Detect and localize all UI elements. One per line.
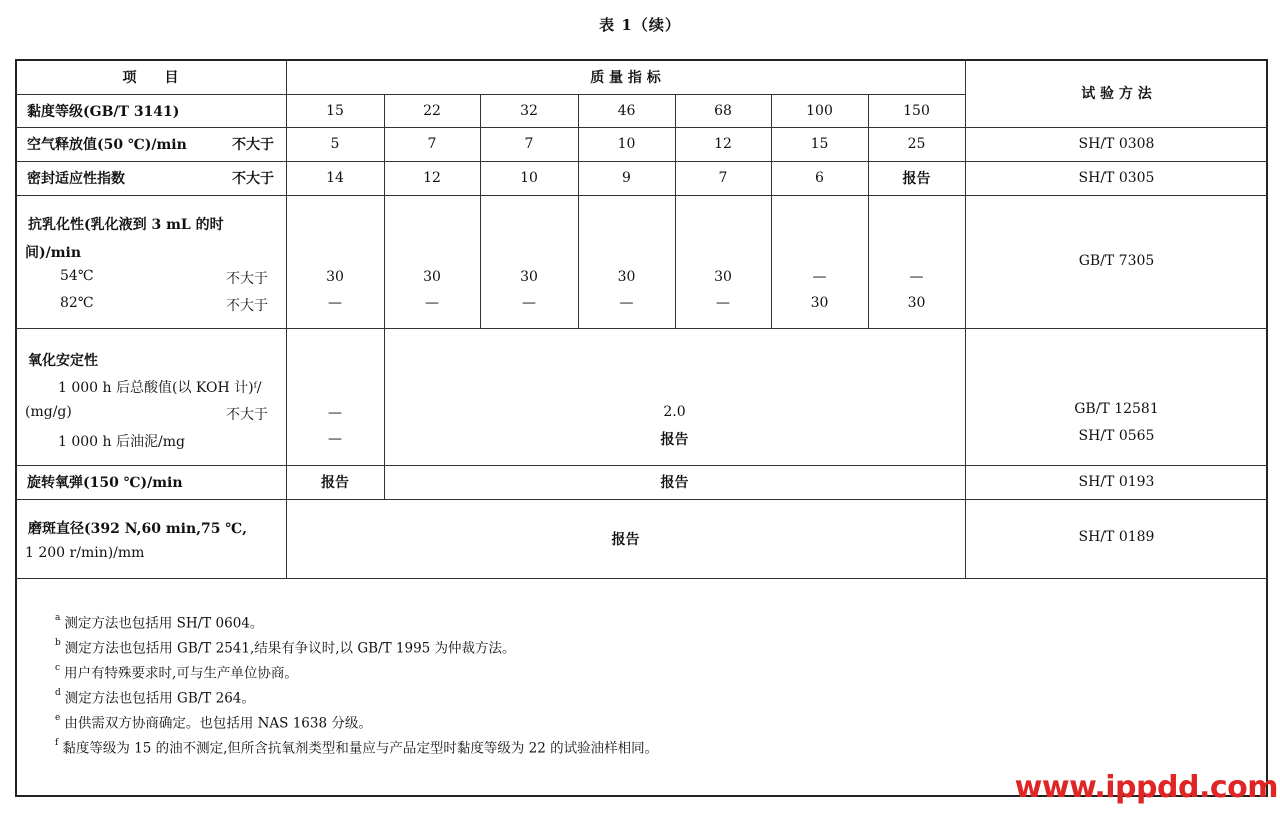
demulsibility-54c-label: 54℃	[60, 268, 94, 284]
air-release-value: 25	[907, 136, 926, 152]
oxidation-acid-first: —	[328, 405, 342, 421]
seal-value: 14	[326, 170, 344, 186]
seal-value: 9	[622, 170, 631, 186]
viscosity-label: 黏度等级(GB/T 3141)	[27, 103, 180, 120]
divider	[15, 195, 1268, 196]
footnotes	[55, 608, 658, 758]
air-release-text: 空气释放值(50 ℃)/min	[27, 137, 187, 153]
demulsibility-82c-value: —	[619, 295, 634, 311]
divider	[15, 578, 1268, 579]
oxidation-sludge-first: —	[328, 431, 342, 447]
limit-text: 不大于	[226, 407, 268, 423]
demulsibility-82c-label: 82℃	[60, 295, 94, 311]
seal-method: SH/T 0305	[1078, 170, 1155, 186]
footnote-f	[55, 733, 658, 758]
rbot-method: SH/T 0193	[1078, 474, 1155, 490]
demulsibility-82c-value: —	[716, 295, 730, 311]
seal-text: 密封适应性指数	[27, 171, 125, 187]
seal-value: 报告	[902, 171, 931, 187]
watermark: www.ippdd.com	[1014, 770, 1278, 805]
demulsibility-54c-value: 30	[520, 269, 538, 285]
oxidation-method-1: GB/T 12581	[1074, 401, 1159, 417]
demulsibility-54c-value: —	[909, 269, 924, 285]
air-release-value: 15	[810, 136, 829, 152]
viscosity-value: 32	[520, 102, 538, 119]
viscosity-value: 22	[423, 102, 441, 119]
viscosity-value: 150	[903, 102, 930, 119]
header-method: 试 验 方 法	[1081, 86, 1152, 102]
oxidation-label: 氧化安定性	[28, 353, 98, 369]
demulsibility-label-2: 间)/min	[25, 245, 82, 261]
wear-label-2: 1 200 r/min)/mm	[25, 545, 145, 561]
footnote-mark: c	[55, 663, 61, 673]
wear-label-1: 磨斑直径(392 N,60 min,75 ℃,	[28, 521, 248, 537]
oxidation-method-2: SH/T 0565	[1078, 428, 1155, 444]
air-release-label	[15, 127, 286, 161]
air-release-value: 7	[524, 136, 534, 152]
footnote-text: 由供需双方协商确定。也包括用 NAS 1638 分级。	[64, 715, 372, 732]
oxidation-acid-value: 2.0	[663, 404, 686, 420]
header-quality: 质 量 指 标	[590, 69, 661, 86]
footnote-text: 测定方法也包括用 GB/T 2541,结果有争议时,以 GB/T 1995 为仲裁方法。	[64, 640, 516, 657]
oxidation-acid-label-1: 1 000 h 后总酸值(以 KOH 计)ᶠ/	[58, 380, 262, 396]
demulsibility-82c-value: —	[522, 295, 536, 311]
divider	[15, 328, 1268, 329]
demulsibility-54c-value: 30	[714, 269, 732, 285]
seal-value: 7	[718, 170, 728, 186]
demulsibility-82c-value: —	[425, 295, 439, 311]
wear-value: 报告	[611, 531, 640, 548]
demulsibility-54c-value: 30	[617, 269, 636, 285]
rbot-label: 旋转氧弹(150 ℃)/min	[27, 475, 183, 491]
footnote-mark: a	[55, 613, 61, 623]
footnote-b	[55, 633, 658, 658]
footnote-d	[55, 683, 658, 708]
viscosity-value: 15	[326, 102, 344, 119]
header-item: 项 目	[122, 69, 179, 86]
footnote-mark: d	[55, 688, 61, 698]
footnote-a	[55, 608, 658, 633]
footnote-text: 测定方法也包括用 GB/T 264。	[64, 690, 255, 707]
demulsibility-method: GB/T 7305	[1078, 253, 1155, 269]
footnote-mark: b	[55, 638, 61, 648]
limit-text: 不大于	[232, 171, 274, 187]
seal-label	[15, 161, 286, 195]
footnote-mark: f	[55, 738, 59, 748]
air-release-value: 5	[330, 136, 340, 152]
demulsibility-54c-value: 30	[326, 269, 344, 285]
demulsibility-54c-value: 30	[423, 269, 441, 285]
footnote-e	[55, 708, 658, 733]
viscosity-value: 100	[806, 102, 833, 119]
footnote-text: 黏度等级为 15 的油不测定,但所含抗氧剂类型和量应与产品定型时黏度等级为 22 的试验油样相同。	[62, 740, 659, 757]
air-release-method: SH/T 0308	[1078, 136, 1155, 152]
air-release-value: 7	[427, 136, 437, 152]
limit-text: 不大于	[226, 298, 268, 314]
footnote-mark: e	[55, 713, 61, 723]
table-title: 表 1（续）	[599, 16, 681, 34]
footnote-text: 用户有特殊要求时,可与生产单位协商。	[64, 665, 298, 682]
demulsibility-82c-value: 30	[907, 295, 926, 311]
demulsibility-82c-value: —	[328, 295, 342, 311]
wear-method: SH/T 0189	[1078, 528, 1155, 545]
viscosity-value: 46	[617, 102, 636, 119]
viscosity-value: 68	[714, 102, 732, 119]
demulsibility-label-1: 抗乳化性(乳化液到 3 mL 的时	[28, 217, 224, 233]
demulsibility-82c-value: 30	[810, 295, 829, 311]
air-release-value: 12	[714, 136, 732, 152]
oxidation-sludge-label: 1 000 h 后油泥/mg	[58, 434, 185, 450]
oxidation-acid-label-2: (mg/g)	[25, 404, 72, 420]
oxidation-sludge-value: 报告	[660, 432, 689, 448]
limit-text: 不大于	[226, 271, 268, 287]
seal-value: 10	[520, 170, 538, 186]
rbot-first: 报告	[321, 475, 349, 491]
footnote-c	[55, 658, 658, 683]
air-release-value: 10	[617, 136, 636, 152]
seal-value: 6	[815, 170, 824, 186]
seal-value: 12	[423, 170, 441, 186]
limit-text: 不大于	[232, 137, 274, 153]
demulsibility-54c-value: —	[812, 269, 827, 285]
footnote-text: 测定方法也包括用 SH/T 0604。	[64, 615, 264, 632]
rbot-value: 报告	[660, 475, 689, 491]
